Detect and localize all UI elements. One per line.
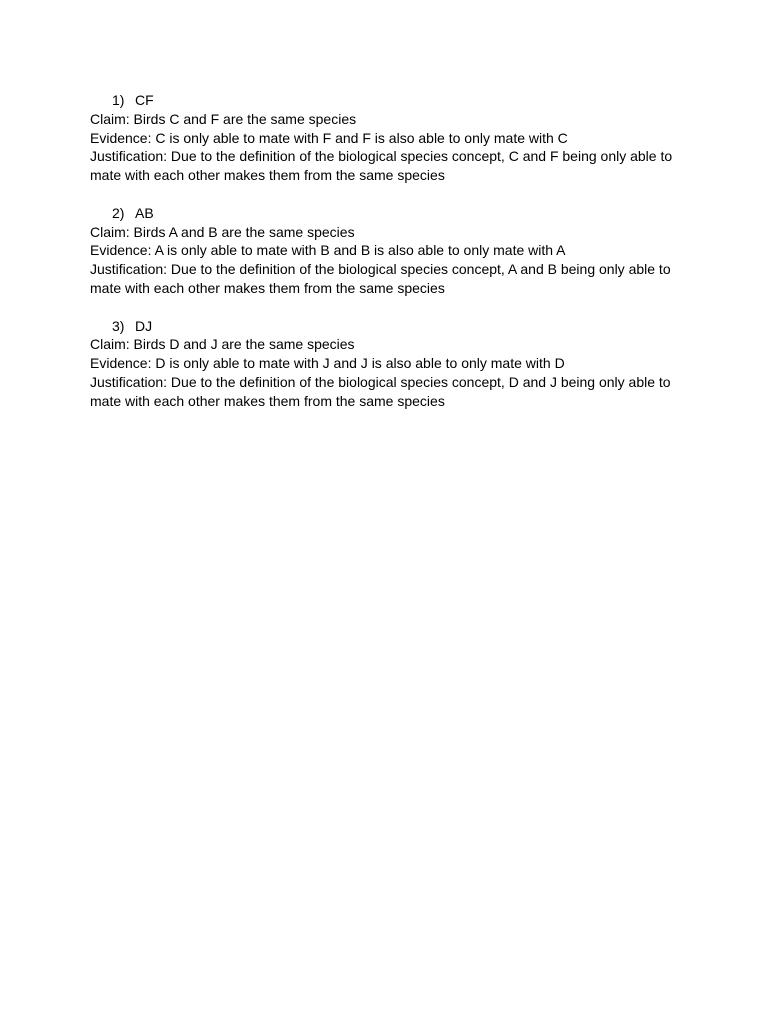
list-number: 2) [112, 204, 125, 221]
claim-text: Claim: Birds D and J are the same species [90, 336, 355, 353]
list-number: 1) [112, 92, 125, 108]
evidence-text: Evidence: C is only able to mate with F and F is also able to only mate with C [90, 129, 568, 146]
document-body [90, 91, 690, 429]
section-heading [90, 317, 690, 336]
answer-section-1 [90, 91, 690, 185]
claim-text: Claim: Birds C and F are the same species [90, 110, 357, 127]
section-heading [90, 204, 690, 223]
pair-label: AB [135, 204, 154, 221]
pair-label: CF [135, 92, 154, 108]
justification-text: Justification: Due to the definition of the biological species concept, C and F being only able to [90, 148, 673, 165]
justification-text-continued: mate with each other makes them from the same species [90, 167, 445, 184]
answer-section-3 [90, 317, 690, 411]
answer-section-2 [90, 204, 690, 298]
list-number: 3) [112, 317, 125, 334]
justification-text: Justification: Due to the definition of the biological species concept, D and J being only able to [90, 373, 671, 390]
evidence-text: Evidence: A is only able to mate with B and B is also able to only mate with A [90, 242, 566, 259]
section-heading [90, 91, 690, 110]
claim-text: Claim: Birds A and B are the same species [90, 223, 355, 240]
justification-text-continued: mate with each other makes them from the same species [90, 279, 445, 296]
justification-text-continued: mate with each other makes them from the same species [90, 392, 445, 409]
justification-text: Justification: Due to the definition of the biological species concept, A and B being only able to [90, 261, 671, 278]
pair-label: DJ [135, 317, 153, 334]
evidence-text: Evidence: D is only able to mate with J and J is also able to only mate with D [90, 355, 565, 372]
